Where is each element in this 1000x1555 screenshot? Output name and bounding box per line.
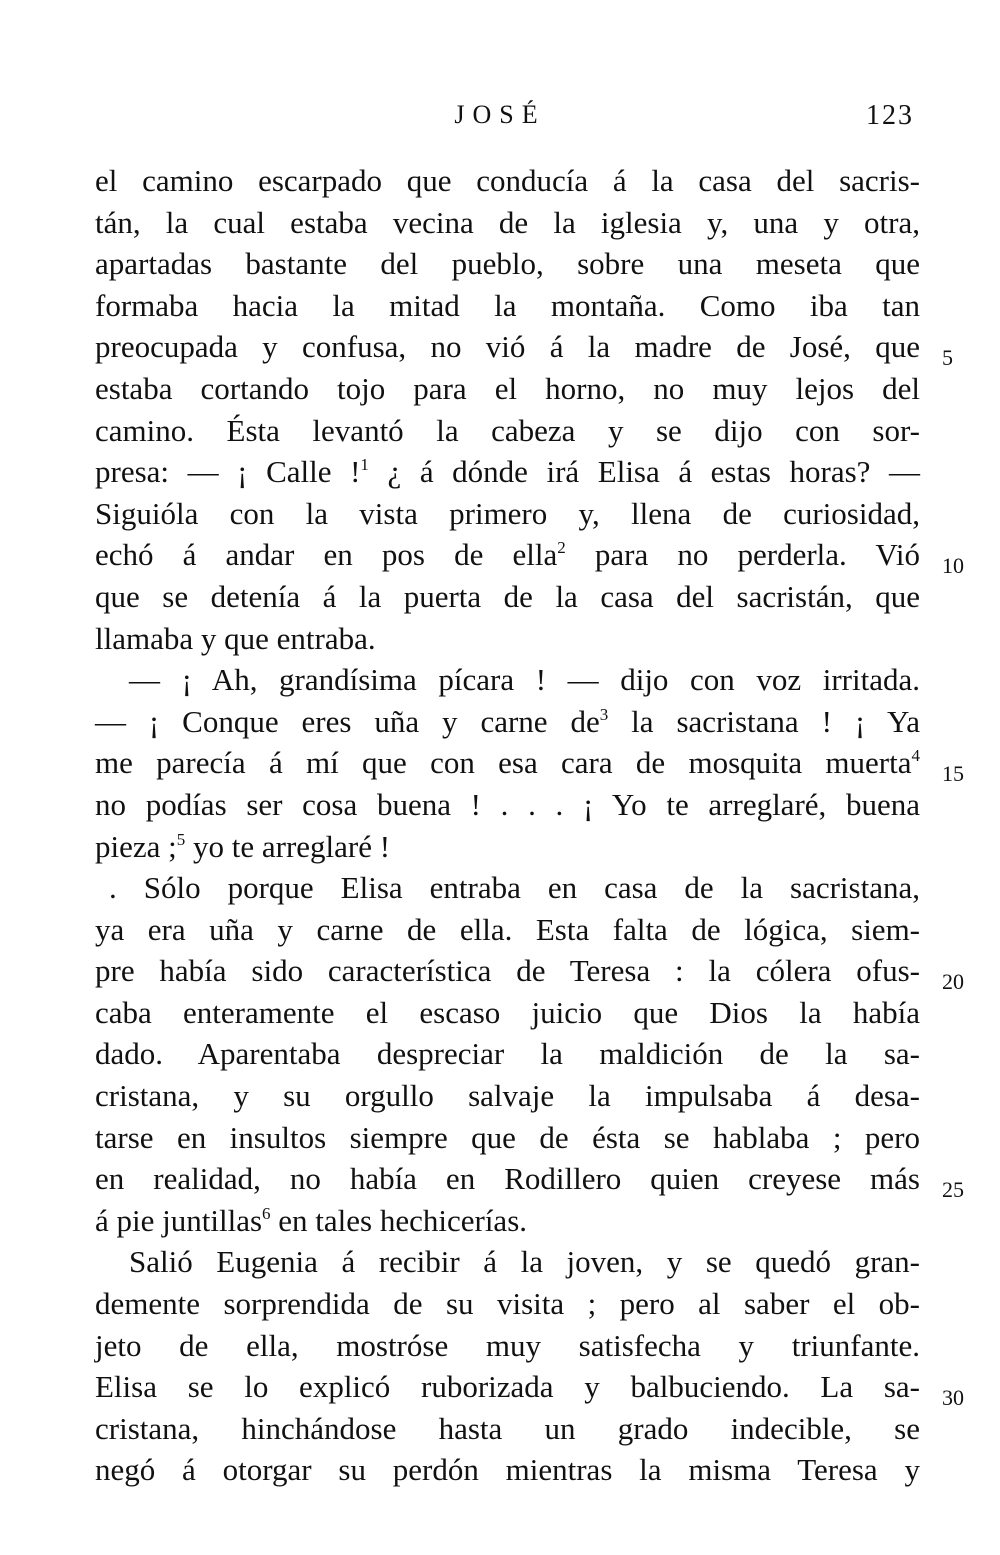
text-line: que se detenía á la puerta de la casa del sacristán, que	[95, 578, 920, 614]
page-number: 123	[866, 100, 914, 131]
text-line: llamaba y que entraba.	[95, 620, 376, 656]
text-line: Elisa se lo explicó ruborizada y balbuciendo. La sa-	[95, 1369, 920, 1405]
text-line: pieza ;$^5$ yo te arreglaré !	[95, 828, 391, 864]
text-line: negó á otorgar su perdón mientras la misma Teresa y	[95, 1452, 920, 1488]
text-line: — ¡ Ah, grandísima pícara ! — dijo con voz irritada.	[129, 662, 920, 698]
text-line: . Sólo porque Elisa entraba en casa de la sacristana,	[109, 870, 920, 906]
line-number: 5	[942, 345, 953, 370]
text-line: Salió Eugenia á recibir á la joven, y se quedó gran-	[129, 1244, 920, 1280]
footnote-mark: 6	[262, 1203, 271, 1223]
text-line: á pie juntillas$^6$ en tales hechicerías.	[95, 1202, 528, 1238]
text-line: cristana, hinchándose hasta un grado indecible, se	[95, 1410, 920, 1446]
footnote-mark: 4	[911, 746, 920, 766]
footnote-mark: 1	[360, 455, 369, 475]
text-line: Siguióla con la vista primero y, llena de curiosidad,	[95, 495, 920, 531]
text-line: cristana, y su orgullo salvaje la impulsaba á desa-	[95, 1078, 920, 1114]
text-line: tarse en insultos siempre que de ésta se hablaba ; pero	[95, 1119, 920, 1155]
footnote-mark: 2	[557, 538, 566, 558]
text-line: jeto de ella, mostróse muy satisfecha y triunfante.	[95, 1327, 920, 1363]
text-line: pre había sido característica de Teresa : la cólera ofus-	[95, 953, 920, 989]
text-line: ya era uña y carne de ella. Esta falta de lógica, siem-	[95, 911, 920, 947]
text-line: camino. Ésta levantó la cabeza y se dijo con sor-	[95, 412, 920, 448]
text-line: apartadas bastante del pueblo, sobre una meseta que	[95, 246, 920, 282]
line-number: 30	[942, 1385, 964, 1410]
text-line: formaba hacia la mitad la montaña. Como iba tan	[95, 287, 920, 323]
text-line: estaba cortando tojo para el horno, no muy lejos del	[95, 370, 920, 406]
running-title: JOSÉ	[454, 100, 546, 129]
footnote-mark: 3	[599, 704, 609, 724]
text-line: demente sorprendida de su visita ; pero al saber el ob-	[95, 1286, 920, 1322]
text-line: me parecía á mí que con esa cara de mosquita muerta$^4$	[95, 745, 920, 781]
text-line: echó á andar en pos de ella$^2$ para no perderla. Vió	[95, 537, 920, 573]
line-number: 25	[942, 1177, 964, 1202]
text-line: no podías ser cosa buena ! . . . ¡ Yo te arreglaré, buena	[95, 786, 920, 822]
text-line: — ¡ Conque eres uña y carne $de^3$ la sacristana ! ¡ Ya	[95, 703, 920, 739]
text-line: tán, la cual estaba vecina de la iglesia y, una y otra,	[95, 204, 920, 240]
text-line: en realidad, no había en Rodillero quien creyese más	[95, 1161, 920, 1197]
footnote-mark: 5	[176, 829, 186, 849]
line-number: 10	[942, 553, 964, 578]
text-line: el camino escarpado que conducía á la casa del sacris-	[95, 163, 920, 198]
text-line: preocupada y confusa, no vió á la madre de José, que	[95, 329, 920, 365]
body-text	[95, 160, 920, 1491]
text-line: caba enteramente el escaso juicio que Dios la había	[95, 994, 920, 1030]
line-number: 15	[942, 761, 964, 786]
text-line: dado. Aparentaba despreciar la maldición de la sa-	[95, 1036, 920, 1072]
text-line: presa: — ¡ Calle !$^1$ ¿ á dónde irá Elisa á estas horas? —	[95, 454, 920, 490]
line-number: 20	[942, 969, 964, 994]
